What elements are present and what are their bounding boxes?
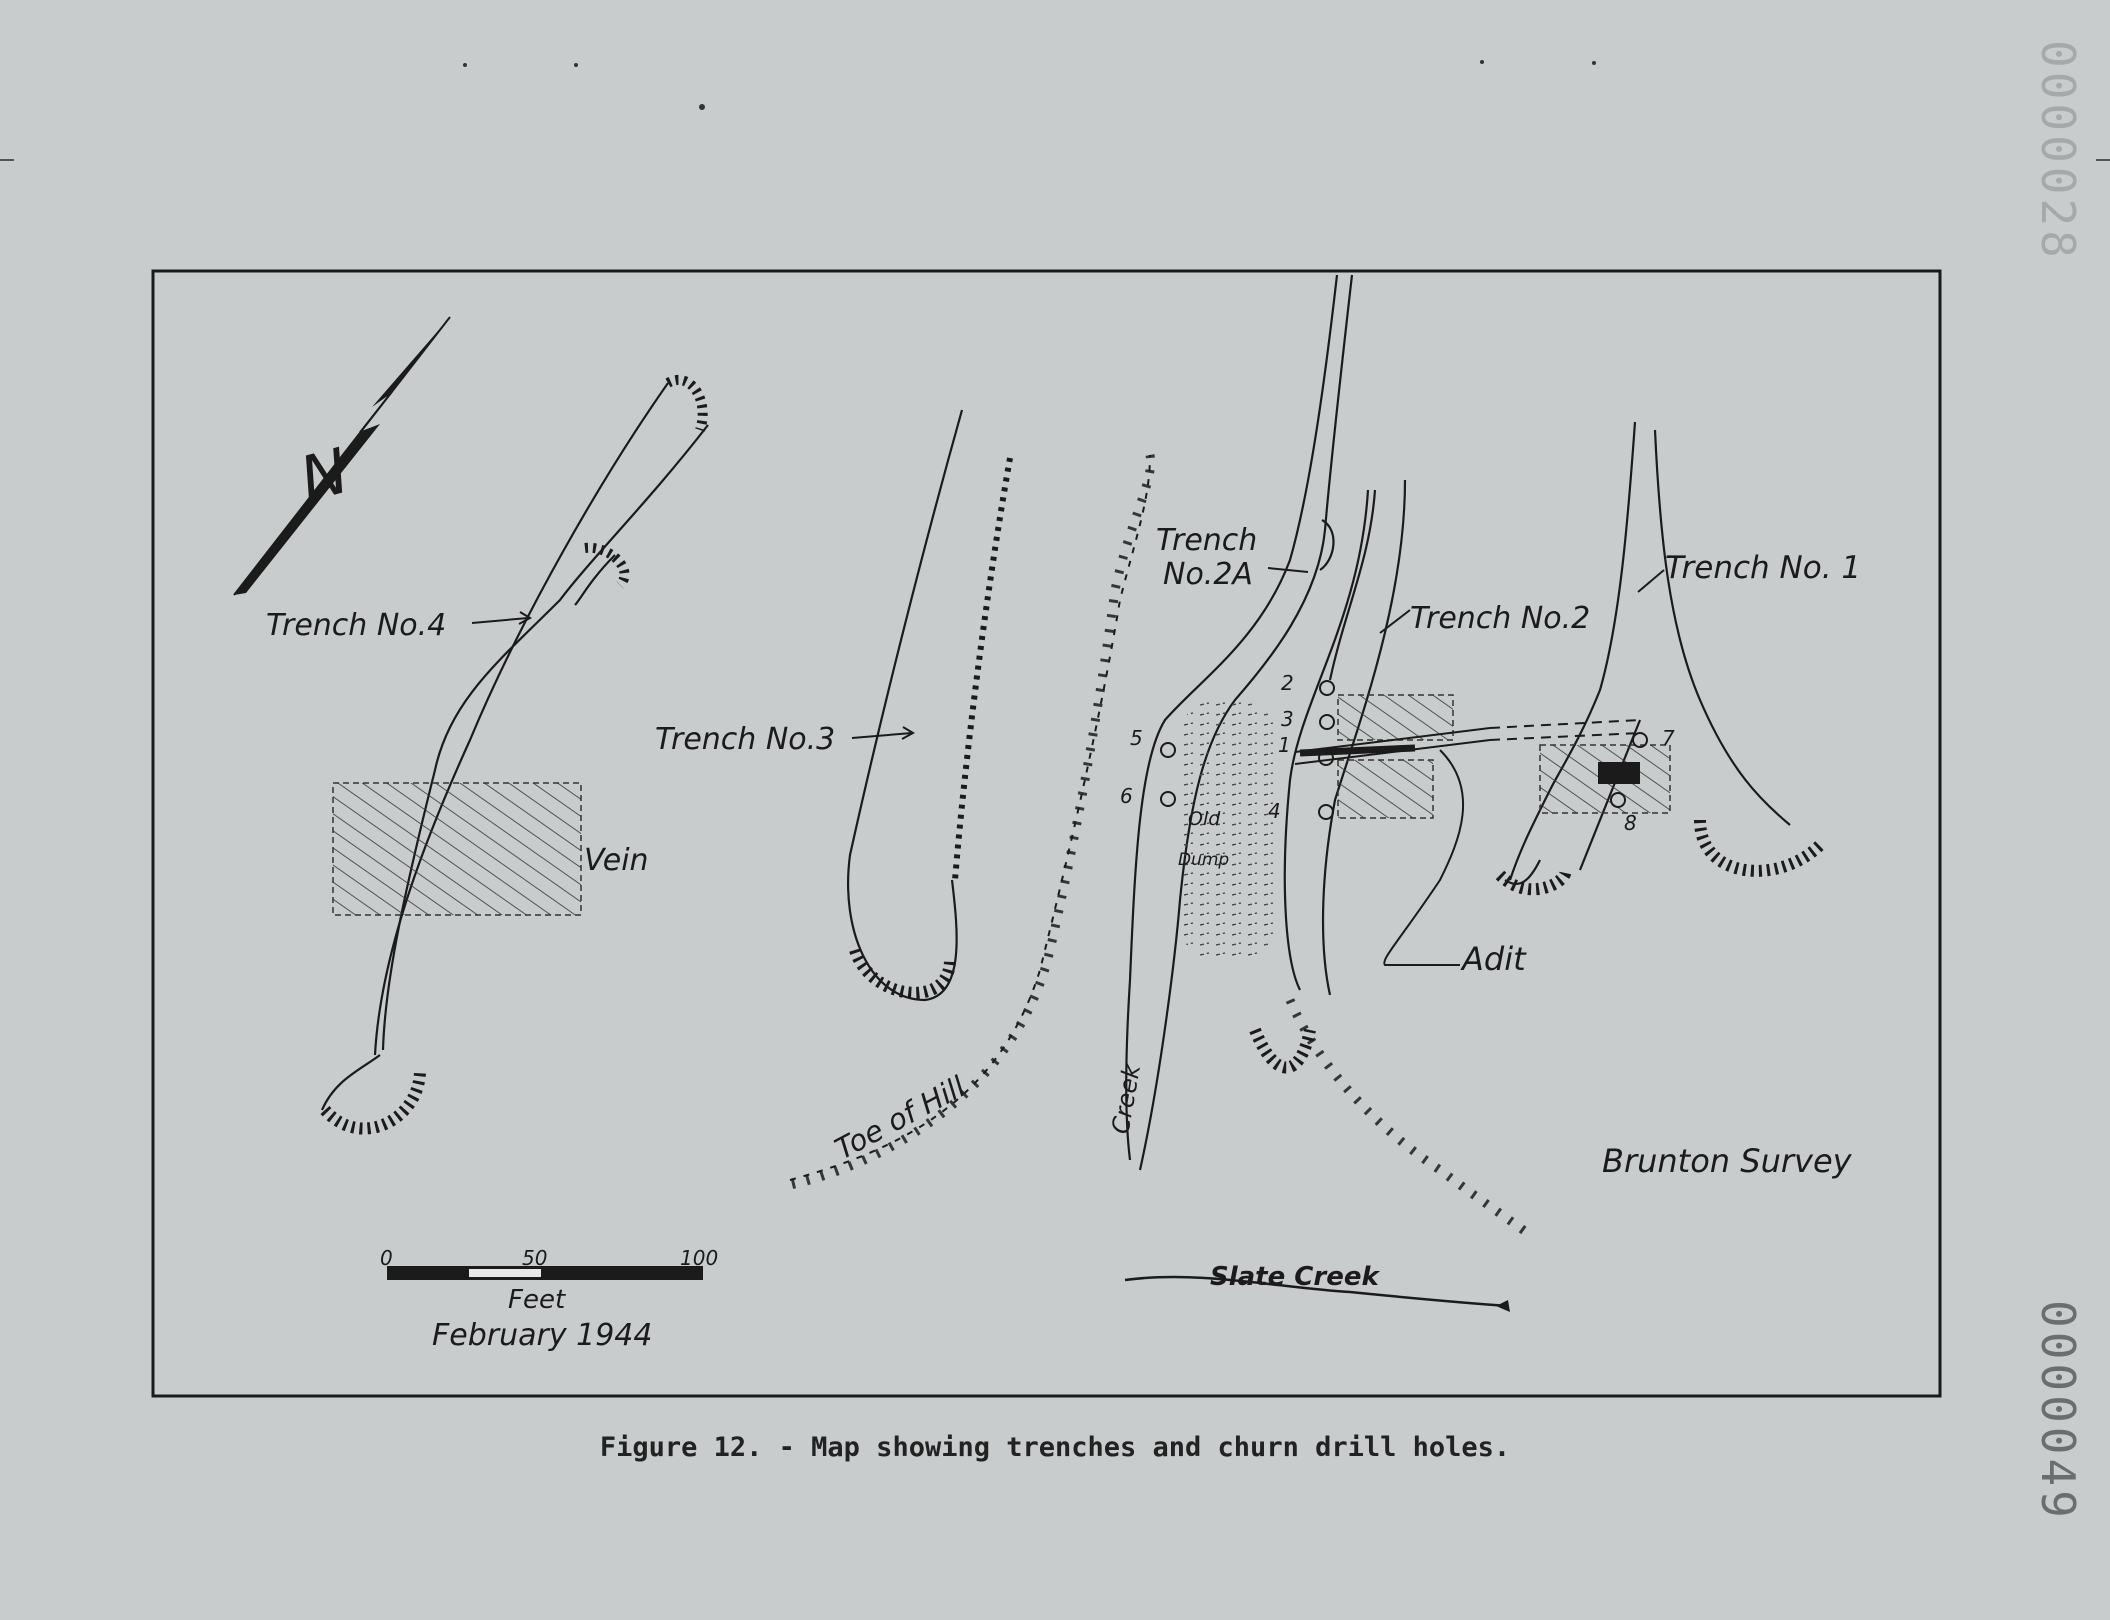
scale-tick-0: 0 [380, 1246, 393, 1270]
label-trench-2a-line1: Trench [1156, 523, 1258, 558]
figure-caption: Figure 12. - Map showing trenches and churn drill holes. [599, 1432, 1511, 1463]
drill-hole-6 [1161, 792, 1175, 806]
trench-4 [322, 380, 708, 1129]
trench-3 [848, 410, 1010, 1000]
trench-2-vein-lower [1338, 760, 1433, 818]
scale-tick-100: 100 [680, 1246, 719, 1270]
label-creek: Creek [1106, 1062, 1147, 1137]
drill-hole-label-7: 7 [1662, 726, 1675, 750]
scale-unit: Feet [508, 1285, 566, 1315]
page-number-bottom: 0000049 [2031, 1300, 2085, 1522]
drill-hole-3 [1320, 715, 1334, 729]
label-trench-3: Trench No.3 [655, 722, 836, 757]
stray-dots [463, 60, 1596, 110]
label-slate-creek: Slate Creek [1210, 1262, 1379, 1292]
label-brunton-survey: Brunton Survey [1602, 1142, 1852, 1180]
drill-hole-label-4: 4 [1268, 799, 1281, 823]
north-label: N [292, 433, 357, 517]
trench-1-shaft [1598, 762, 1640, 784]
label-arrows [472, 568, 1664, 739]
vein-zone [333, 783, 581, 915]
label-adit: Adit [1462, 940, 1526, 978]
label-trench-4: Trench No.4 [266, 608, 447, 643]
label-old: Old [1188, 808, 1221, 830]
label-trench-2a-line2: No.2A [1163, 557, 1253, 592]
drill-hole-2 [1320, 681, 1334, 695]
label-vein: Vein [584, 843, 649, 878]
drill-hole-4 [1319, 805, 1333, 819]
drill-hole-label-6: 6 [1120, 784, 1133, 808]
label-toe-of-hill: Toe of Hill [829, 1069, 971, 1167]
toe-of-hill-line [790, 455, 1150, 1180]
label-trench-1: Trench No. 1 [1665, 550, 1862, 586]
old-dump-area [1178, 700, 1278, 960]
drill-hole-label-1: 1 [1278, 733, 1291, 757]
scale-tick-50: 50 [522, 1246, 548, 1270]
drill-hole-label-8: 8 [1624, 811, 1637, 835]
scale-bar [380, 1246, 718, 1315]
trench-2-vein-upper [1338, 695, 1453, 740]
page-number-top: 0000028 [2031, 40, 2085, 262]
drill-hole-label-3: 3 [1281, 707, 1294, 731]
map-date: February 1944 [432, 1318, 653, 1353]
drill-hole-label-2: 2 [1281, 671, 1294, 695]
trench-1 [1500, 422, 1820, 889]
drill-hole-label-5: 5 [1130, 726, 1143, 750]
label-trench-2: Trench No.2 [1410, 601, 1591, 636]
label-dump: Dump [1178, 850, 1230, 870]
drill-hole-5 [1161, 743, 1175, 757]
